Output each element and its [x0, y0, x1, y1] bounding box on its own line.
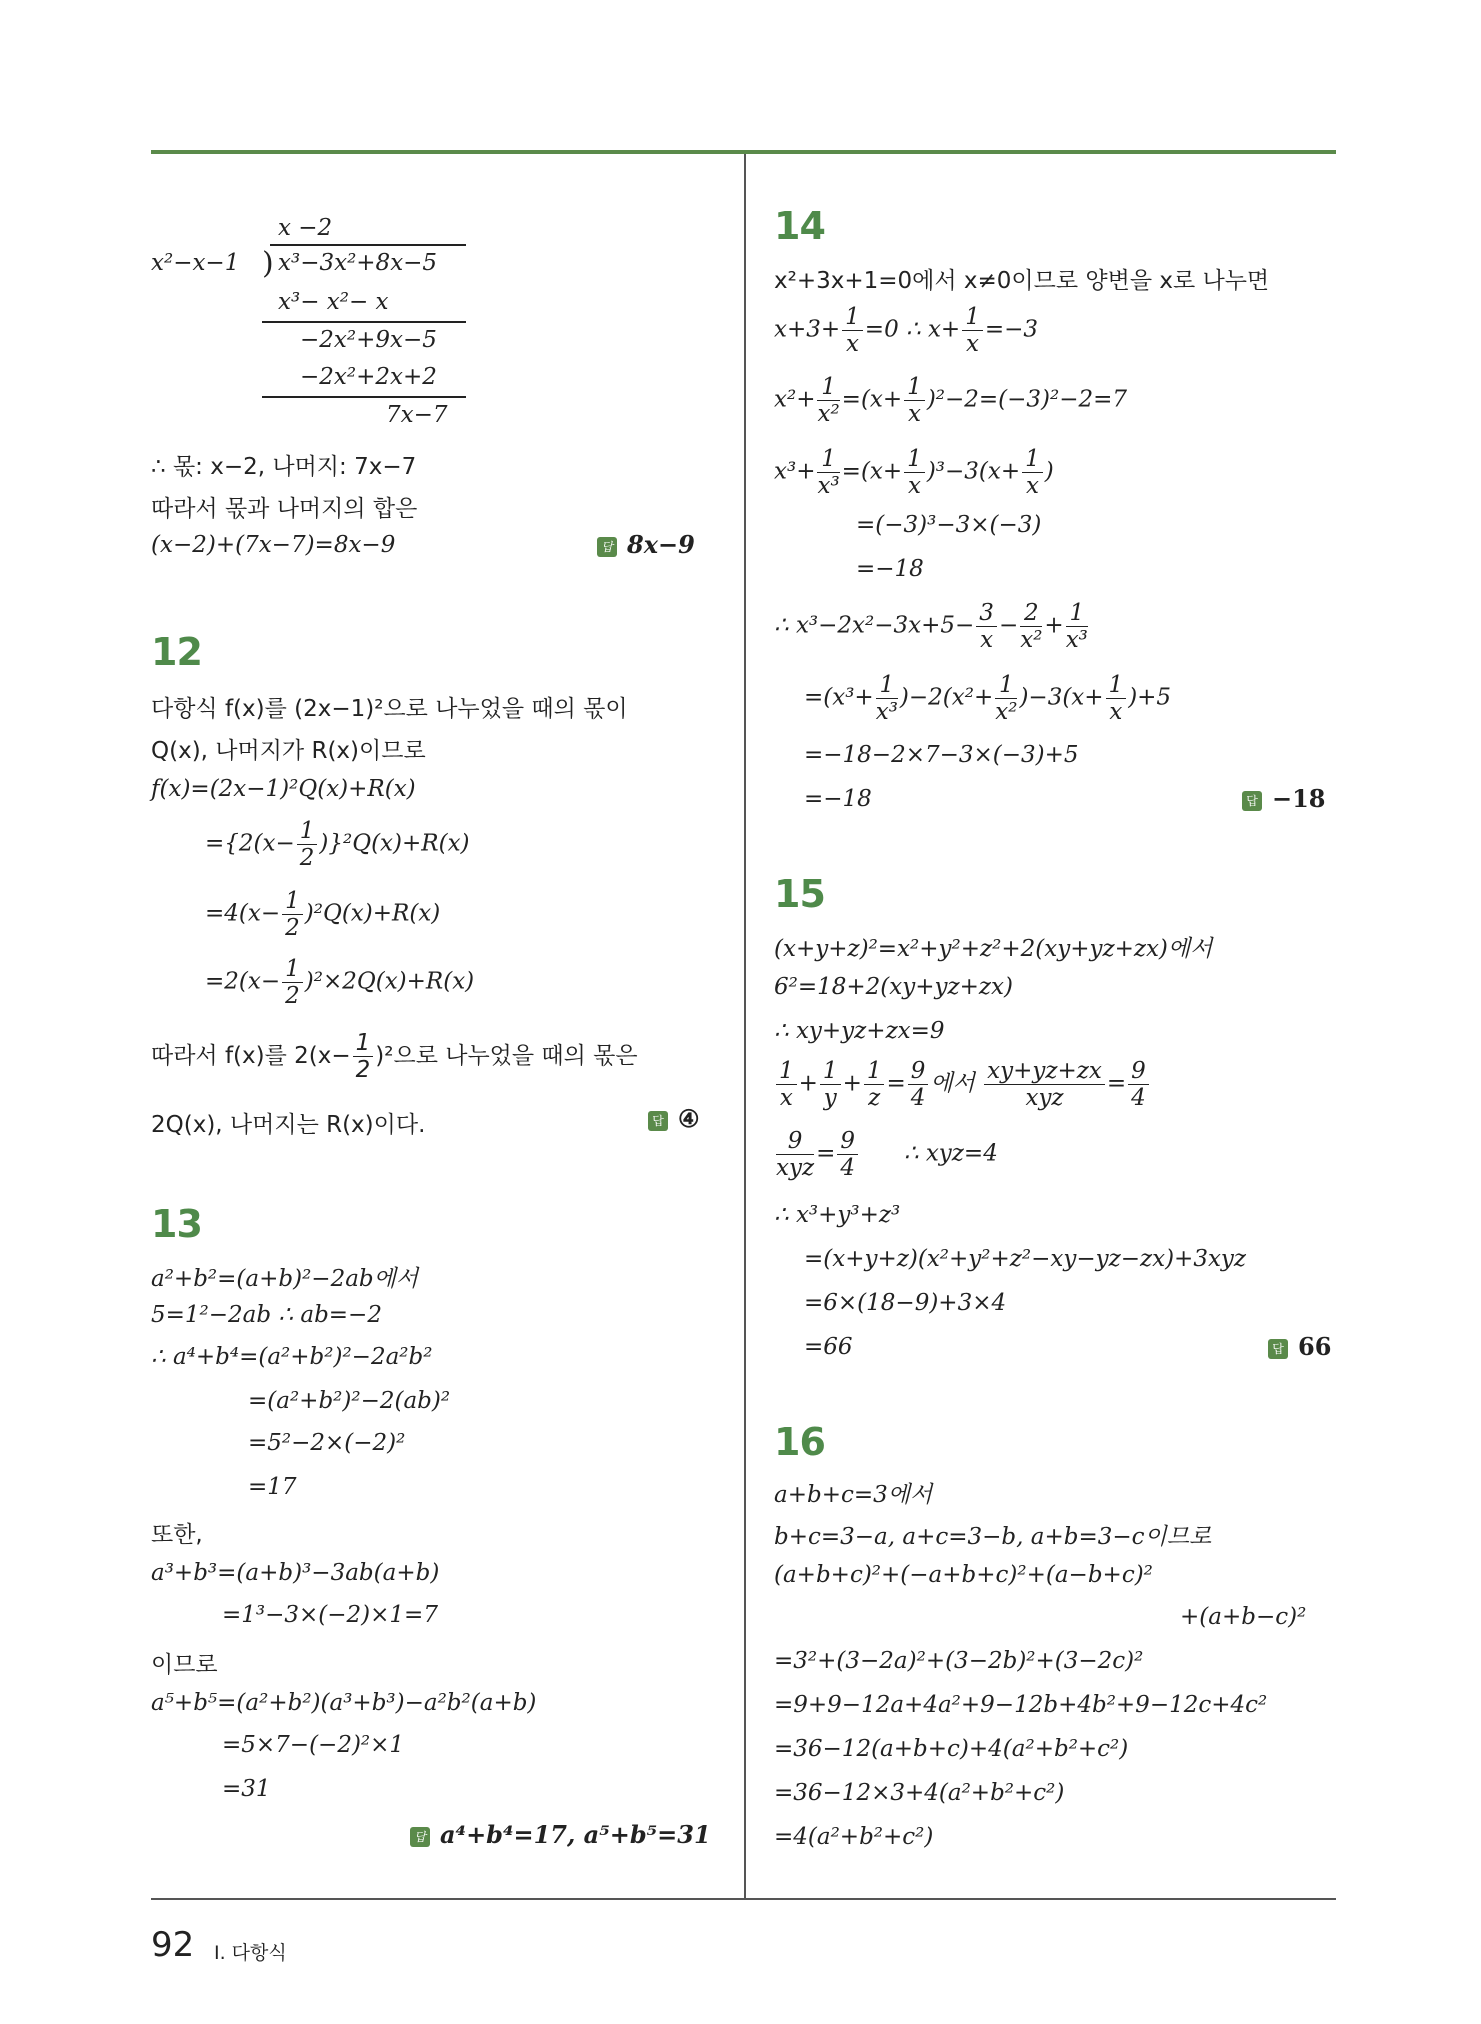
p12-line-5-a: =4(x−: [205, 900, 281, 927]
p14-line-2: x+3+ $\frac{1}{x}$ =0 ∴ x+ $\frac{1}{x}$ =−3: [774, 304, 1039, 357]
fraction-1-over-x2: $\frac{1}{\text{x²}}$: [817, 374, 840, 427]
p15-answer: [1268, 1332, 1331, 1361]
fraction-1-over-y: $\frac{1}{y}$: [820, 1058, 841, 1111]
division-remainder: 7x−7: [386, 402, 448, 428]
p14-line-9: =−18−2×7−3×(−3)+5: [804, 742, 1079, 768]
p12-answer: [648, 1104, 700, 1133]
problem-number-15: 15: [774, 872, 825, 916]
p13-line-7: 또한,: [151, 1522, 203, 1548]
fraction-9-over-4: $\frac{9}{4}$: [1128, 1058, 1149, 1111]
division-bracket: ): [262, 246, 274, 281]
p12-line-5: [205, 888, 440, 941]
division-row-1: x³− x²− x: [278, 289, 389, 315]
p15-line-9: =66: [804, 1334, 853, 1360]
p14-line-4: x³+ $\frac{1}{\text{x³}}$ =(x+ $\frac{1}{x}$ )³−3(x+ $\frac{1}{x}$ ): [774, 446, 1054, 499]
fraction-3-over-x: $\frac{3}{x}$: [976, 600, 997, 653]
p16-line-8: =36−12×3+4(a²+b²+c²): [774, 1780, 1065, 1806]
fraction-1-over-x3: $\frac{1}{\text{x³}}$: [875, 672, 898, 725]
p13-answer: [410, 1820, 711, 1849]
fraction-1-over-x: $\frac{1}{x}$: [904, 446, 925, 499]
p13-line-1: a²+b²=(a+b)²−2ab에서: [151, 1266, 419, 1292]
p11-line-2: 따라서 몫과 나머지의 합은: [151, 496, 418, 522]
p13-line-6: =17: [248, 1474, 297, 1500]
p15-line-4: $\frac{1}{x}$ + $\frac{1}{y}$ + $\frac{1}{z}$ = $\frac{9}{4}$ 에서 $\frac{xy+yz+zx}{\text{xyz}}$ = $\frac{9}{4}$: [774, 1058, 1151, 1111]
answer-mark-icon: 답: [410, 1827, 430, 1847]
p13-line-3: ∴ a⁴+b⁴=(a²+b²)²−2a²b²: [151, 1344, 433, 1370]
p12-line-8: 2Q(x), 나머지는 R(x)이다.: [151, 1112, 426, 1138]
p12-line-7: [151, 1030, 638, 1083]
p14-line-7: ∴ x³−2x²−3x+5− $\frac{3}{x}$ − $\frac{2}{\text{x²}}$ + $\frac{1}{\text{x³}}$: [774, 600, 1088, 653]
p16-line-4: +(a+b−c)²: [1180, 1604, 1307, 1630]
problem-number-12: 12: [151, 630, 202, 674]
p11-answer: [597, 530, 695, 559]
p15-answer-value: 66: [1298, 1332, 1332, 1361]
p12-line-7-a: 따라서 f(x)를 2(x−: [151, 1043, 351, 1069]
fraction-half: $\frac{1}{2}$: [353, 1030, 374, 1083]
p13-line-9: =1³−3×(−2)×1=7: [222, 1602, 438, 1628]
p11-answer-value: 8x−9: [627, 530, 695, 559]
fraction-9-over-4: $\frac{9}{4}$: [908, 1058, 929, 1111]
p11-line-3: (x−2)+(7x−7)=8x−9: [151, 532, 396, 558]
answer-mark-icon: 답: [1242, 791, 1262, 811]
fraction-half: $\frac{1}{2}$: [282, 956, 303, 1009]
p12-line-2: Q(x), 나머지가 R(x)이므로: [151, 738, 426, 764]
p15-line-8: =6×(18−9)+3×4: [804, 1290, 1007, 1316]
p16-line-5: =3²+(3−2a)²+(3−2b)²+(3−2c)²: [774, 1648, 1144, 1674]
p12-line-4: [205, 818, 470, 871]
page-number: 92: [151, 1925, 195, 1965]
p12-line-4-b: )}²Q(x)+R(x): [319, 830, 470, 857]
p14-line-6: =−18: [856, 556, 924, 582]
problem-number-14: 14: [774, 204, 825, 248]
p16-line-1: a+b+c=3에서: [774, 1482, 933, 1508]
fraction-half: $\frac{1}{2}$: [282, 888, 303, 941]
fraction-1-over-x3: $\frac{1}{\text{x³}}$: [1065, 600, 1088, 653]
fraction-1-over-x: $\frac{1}{x}$: [842, 304, 863, 357]
fraction-1-over-x: $\frac{1}{x}$: [1106, 672, 1127, 725]
p13-line-10: 이므로: [151, 1652, 218, 1678]
fraction-1-over-x2: $\frac{1}{\text{x²}}$: [995, 672, 1018, 725]
p16-line-7: =36−12(a+b+c)+4(a²+b²+c²): [774, 1736, 1129, 1762]
chapter-title: Ⅰ. 다항식: [214, 1942, 287, 1964]
answer-mark-icon: 답: [648, 1111, 668, 1131]
fraction-half: $\frac{1}{2}$: [297, 818, 318, 871]
p15-line-7: =(x+y+z)(x²+y²+z²−xy−yz−zx)+3xyz: [804, 1246, 1247, 1272]
fraction-1-over-x3: $\frac{1}{\text{x³}}$: [817, 446, 840, 499]
p12-line-7-b: )²으로 나누었을 때의 몫은: [375, 1043, 638, 1069]
p14-answer-value: −18: [1272, 784, 1326, 813]
fraction-9-over-4: $\frac{9}{4}$: [837, 1128, 858, 1181]
fraction-1-over-x: $\frac{1}{x}$: [962, 304, 983, 357]
p14-line-3: x²+ $\frac{1}{\text{x²}}$ =(x+ $\frac{1}{x}$ )²−2=(−3)²−2=7: [774, 374, 1128, 427]
problem-number-13: 13: [151, 1202, 202, 1246]
problem-number-16: 16: [774, 1420, 825, 1464]
p12-line-5-b: )²Q(x)+R(x): [304, 900, 441, 927]
division-bar: [270, 244, 466, 246]
p12-line-6-b: )²×2Q(x)+R(x): [304, 968, 475, 995]
division-line-2: [262, 396, 466, 398]
p13-line-5: =5²−2×(−2)²: [248, 1430, 406, 1456]
p11-line-1: ∴ 몫: x−2, 나머지: 7x−7: [151, 454, 417, 480]
fraction-9-over-xyz: $\frac{9}{\text{xyz}}$: [776, 1128, 815, 1181]
p12-line-6: [205, 956, 474, 1009]
p16-line-2: b+c=3−a, a+c=3−b, a+b=3−c이므로: [774, 1524, 1212, 1550]
division-quotient: x −2: [278, 215, 333, 241]
p14-line-5: =(−3)³−3×(−3): [856, 512, 1042, 538]
fraction-1-over-x: $\frac{1}{x}$: [1022, 446, 1043, 499]
fraction-1-over-x: $\frac{1}{x}$: [776, 1058, 797, 1111]
p12-answer-value: ④: [678, 1104, 700, 1133]
p15-line-1: (x+y+z)²=x²+y²+z²+2(xy+yz+zx)에서: [774, 936, 1213, 962]
p15-line-5: $\frac{9}{\text{xyz}}$ = $\frac{9}{4}$ ∴ xyz=4: [776, 1128, 998, 1181]
p15-line-3: ∴ xy+yz+zx=9: [774, 1018, 945, 1044]
fraction-1-over-x: $\frac{1}{x}$: [904, 374, 925, 427]
p12-line-6-a: =2(x−: [205, 968, 281, 995]
fraction-2-over-x2: $\frac{2}{\text{x²}}$: [1020, 600, 1043, 653]
p15-line-6: ∴ x³+y³+z³: [774, 1202, 901, 1228]
division-divisor: x²−x−1: [151, 250, 240, 276]
p14-line-10: =−18: [804, 786, 872, 812]
p15-line-2: 6²=18+2(xy+yz+zx): [774, 974, 1013, 1000]
p13-line-8: a³+b³=(a+b)³−3ab(a+b): [151, 1560, 440, 1586]
p13-line-4: =(a²+b²)²−2(ab)²: [248, 1388, 451, 1414]
division-dividend: x³−3x²+8x−5: [278, 250, 438, 276]
p14-answer: [1242, 784, 1326, 813]
p14-line-1: x²+3x+1=0에서 x≠0이므로 양변을 x로 나누면: [774, 268, 1270, 294]
p13-answer-value: a⁴+b⁴=17, a⁵+b⁵=31: [440, 1820, 711, 1849]
p16-line-9: =4(a²+b²+c²): [774, 1824, 934, 1850]
p12-line-4-a: ={2(x−: [205, 830, 295, 857]
p14-line-8: =(x³+ $\frac{1}{\text{x³}}$ )−2(x²+ $\frac{1}{\text{x²}}$ )−3(x+ $\frac{1}{x}$ )+5: [804, 672, 1172, 725]
p12-line-3: f(x)=(2x−1)²Q(x)+R(x): [151, 776, 416, 802]
fraction-sum-over-xyz: $\frac{xy+yz+zx}{\text{xyz}}$: [984, 1058, 1105, 1111]
fraction-1-over-z: $\frac{1}{z}$: [864, 1058, 885, 1111]
division-row-2: −2x²+9x−5: [300, 327, 437, 353]
p13-line-13: =31: [222, 1776, 271, 1802]
p13-line-12: =5×7−(−2)²×1: [222, 1732, 405, 1758]
answer-mark-icon: 답: [597, 537, 617, 557]
p13-line-2: 5=1²−2ab ∴ ab=−2: [151, 1302, 382, 1328]
answer-mark-icon: 답: [1268, 1339, 1288, 1359]
p16-line-3: (a+b+c)²+(−a+b+c)²+(a−b+c)²: [774, 1562, 1153, 1588]
p13-line-11: a⁵+b⁵=(a²+b²)(a³+b³)−a²b²(a+b): [151, 1690, 537, 1716]
column-divider: [744, 154, 746, 1898]
division-line-1: [262, 321, 466, 323]
bottom-rule: [151, 1898, 1336, 1900]
division-row-3: −2x²+2x+2: [300, 364, 437, 390]
p16-line-6: =9+9−12a+4a²+9−12b+4b²+9−12c+4c²: [774, 1692, 1268, 1718]
p12-line-1: 다항식 f(x)를 (2x−1)²으로 나누었을 때의 몫이: [151, 696, 628, 722]
